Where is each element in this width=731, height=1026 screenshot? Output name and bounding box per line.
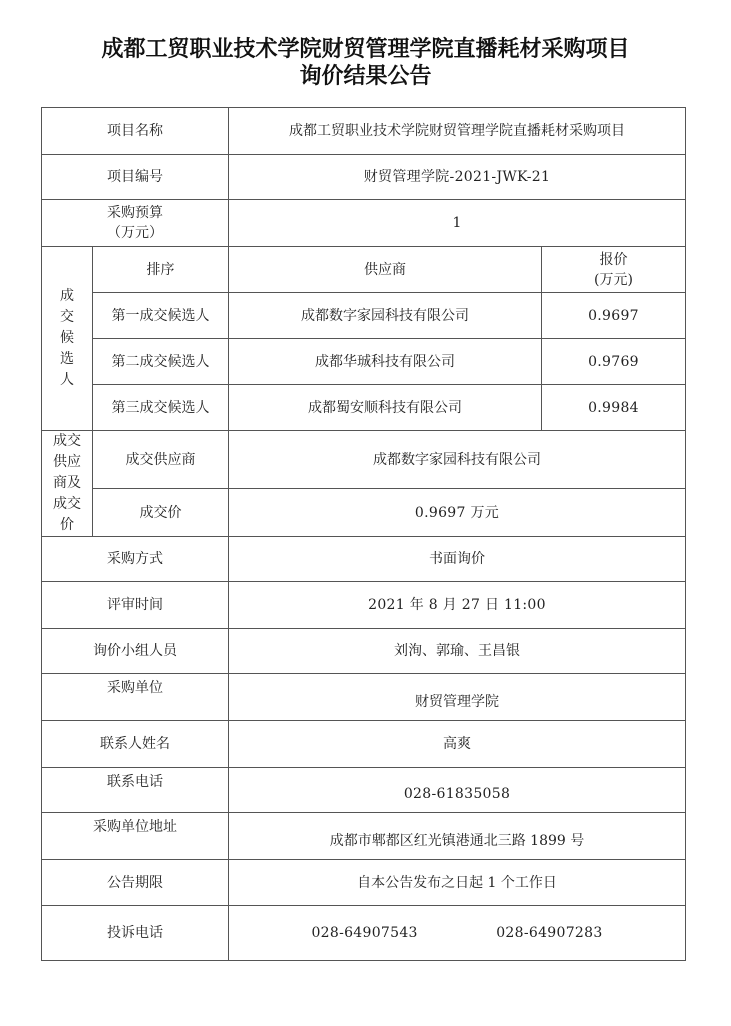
side-char: 交 [60,309,74,325]
deal-price-value: 0.9697 万元 [229,489,686,537]
candidate-row [42,339,686,385]
detail-value: 高爽 [229,721,686,768]
side-char: 供应 [53,454,81,470]
row-budget [42,200,686,247]
detail-row-unit [42,674,686,721]
complaint-phone-2: 028-64907283 [496,925,603,941]
project-no-label: 项目编号 [42,155,229,200]
side-char: 价 [60,517,74,533]
deal-supplier-label: 成交供应商 [93,431,229,489]
detail-row-review-time [42,582,686,629]
side-char: 成 [60,288,74,304]
deal-supplier-row [42,431,686,489]
detail-label: 采购方式 [42,537,229,582]
detail-label: 评审时间 [42,582,229,629]
deal-side-label [42,431,93,537]
project-no-value: 财贸管理学院-2021-JWK-21 [229,155,686,200]
side-char: 候 [60,330,74,346]
project-name-value: 成都工贸职业技术学院财贸管理学院直播耗材采购项目 [229,108,686,155]
candidate-supplier: 成都数字家园科技有限公司 [229,293,542,339]
detail-row-method [42,537,686,582]
detail-label: 采购单位 [42,674,229,721]
detail-row-panel [42,629,686,674]
deal-price-row [42,489,686,537]
detail-label: 询价小组人员 [42,629,229,674]
candidates-side-label [42,247,93,431]
detail-label: 联系电话 [42,768,229,813]
side-char: 成交 [53,496,81,512]
candidates-header-row [42,247,686,293]
project-name-label: 项目名称 [42,108,229,155]
side-char: 人 [60,372,74,388]
detail-label: 采购单位地址 [42,813,229,860]
detail-label: 联系人姓名 [42,721,229,768]
header-price-line-1: 报价 [599,251,628,268]
deal-supplier-value: 成都数字家园科技有限公司 [229,431,686,489]
row-project-name [42,108,686,155]
candidate-rank: 第一成交候选人 [93,293,229,339]
detail-value: 2021 年 8 月 27 日 11:00 [229,582,686,629]
header-supplier: 供应商 [229,247,542,293]
candidate-supplier: 成都华珹科技有限公司 [229,339,542,385]
announcement-title [0,36,731,90]
complaint-phone-1: 028-64907543 [311,925,418,941]
budget-label-line-2: （万元） [107,225,163,241]
detail-value: 自本公告发布之日起 1 个工作日 [229,860,686,906]
budget-label-line-1: 采购预算 [107,205,163,221]
candidate-row [42,293,686,339]
title-line-2: 询价结果公告 [299,64,432,89]
detail-value: 书面询价 [229,537,686,582]
detail-row-address [42,813,686,860]
side-char: 商及 [53,475,81,491]
candidate-price: 0.9697 [542,293,686,339]
complaint-phones [229,906,686,961]
detail-value: 刘洵、郭瑜、王昌银 [229,629,686,674]
candidate-price: 0.9769 [542,339,686,385]
header-price-line-2: (万元) [594,271,633,288]
header-rank: 排序 [93,247,229,293]
candidate-supplier: 成都蜀安顺科技有限公司 [229,385,542,431]
candidate-price: 0.9984 [542,385,686,431]
detail-row-period [42,860,686,906]
candidate-row [42,385,686,431]
deal-price-label: 成交价 [93,489,229,537]
detail-row-contact [42,721,686,768]
side-char: 选 [60,351,74,367]
complaint-row [42,906,686,961]
budget-label [42,200,229,247]
row-project-no [42,155,686,200]
candidate-rank: 第三成交候选人 [93,385,229,431]
detail-value: 财贸管理学院 [229,674,686,721]
detail-value: 028-61835058 [229,768,686,813]
candidate-rank: 第二成交候选人 [93,339,229,385]
detail-label: 公告期限 [42,860,229,906]
budget-value: 1 [229,200,686,247]
result-table [41,107,686,961]
title-line-1: 成都工贸职业技术学院财贸管理学院直播耗材采购项目 [101,37,630,62]
detail-value: 成都市郫都区红光镇港通北三路 1899 号 [229,813,686,860]
header-price [542,247,686,293]
side-char: 成交 [53,433,81,449]
complaint-label: 投诉电话 [42,906,229,961]
detail-row-phone [42,768,686,813]
